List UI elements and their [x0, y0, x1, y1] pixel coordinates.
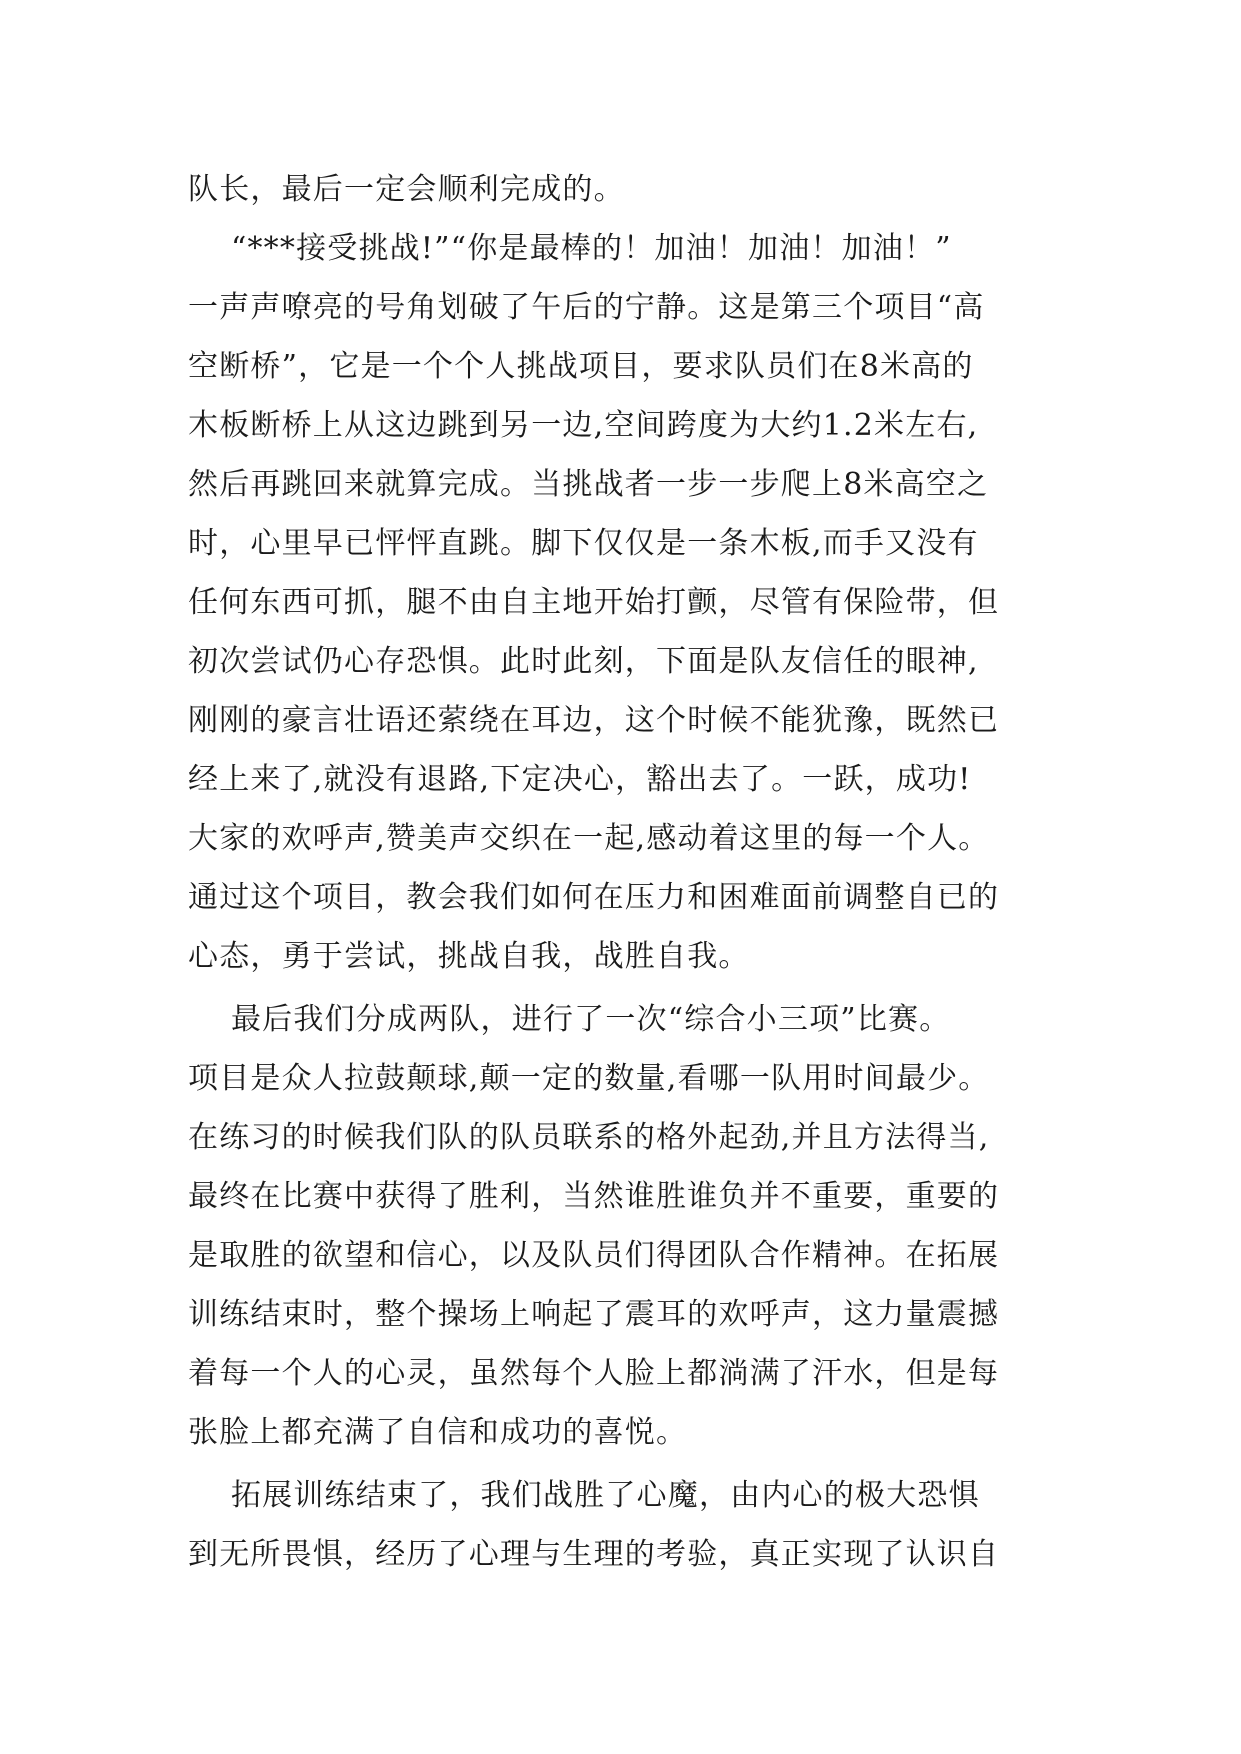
- text-line: 最后我们分成两队，进行了一次“综合小三项”比赛。: [188, 1002, 951, 1037]
- text-line: 到无所畏惧，经历了心理与生理的考验，真正实现了认识自: [188, 1537, 1000, 1572]
- text-line: 刚刚的豪言壮语还萦绕在耳边，这个时候不能犹豫，既然已: [188, 703, 1000, 738]
- text-line: 在练习的时候我们队的队员联系的格外起劲,并且方法得当,: [188, 1120, 990, 1155]
- text-line: 队长，最后一定会顺利完成的。: [188, 172, 625, 207]
- text-line: 一声声嘹亮的号角划破了午后的宁静。这是第三个项目“高: [188, 290, 985, 325]
- text-line: 通过这个项目，教会我们如何在压力和困难面前调整自已的: [188, 880, 1000, 915]
- text-line: 张脸上都充满了自信和成功的喜悦。: [188, 1415, 688, 1450]
- body-text: [188, 160, 1058, 1584]
- text-line: “***接受挑战!”“你是最棒的！加油！加油！加油！”: [188, 231, 952, 266]
- text-line: 着每一个人的心灵，虽然每个人脸上都淌满了汗水，但是每: [188, 1356, 1000, 1391]
- text-line: 最终在比赛中获得了胜利，当然谁胜谁负并不重要，重要的: [188, 1179, 1000, 1214]
- text-line: 初次尝试仍心存恐惧。此时此刻，下面是队友信任的眼神,: [188, 644, 979, 679]
- text-line: 然后再跳回来就算完成。当挑战者一步一步爬上8米高空之: [188, 467, 989, 502]
- text-line: 空断桥”，它是一个个人挑战项目，要求队员们在8米高的: [188, 349, 974, 384]
- text-line: 心态，勇于尝试，挑战自我，战胜自我。: [188, 939, 750, 974]
- text-line: 经上来了,就没有退路,下定决心，豁出去了。一跃，成功!: [188, 762, 972, 797]
- text-line: 训练结束时，整个操场上响起了震耳的欢呼声，这力量震撼: [188, 1297, 1000, 1332]
- text-line: 时，心里早已怦怦直跳。脚下仅仅是一条木板,而手又没有: [188, 526, 979, 561]
- text-line: 拓展训练结束了，我们战胜了心魔，由内心的极大恐惧: [188, 1478, 980, 1513]
- text-line: 木板断桥上从这边跳到另一边,空间跨度为大约1.2米左右,: [188, 408, 979, 443]
- text-line: 大家的欢呼声,赞美声交织在一起,感动着这里的每一个人。: [188, 821, 990, 856]
- text-line: 是取胜的欲望和信心，以及队员们得团队合作精神。在拓展: [188, 1238, 1000, 1273]
- text-line: 项目是众人拉鼓颠球,颠一定的数量,看哪一队用时间最少。: [188, 1061, 990, 1096]
- text-line: 任何东西可抓，腿不由自主地开始打颤，尽管有保险带，但: [188, 585, 1000, 620]
